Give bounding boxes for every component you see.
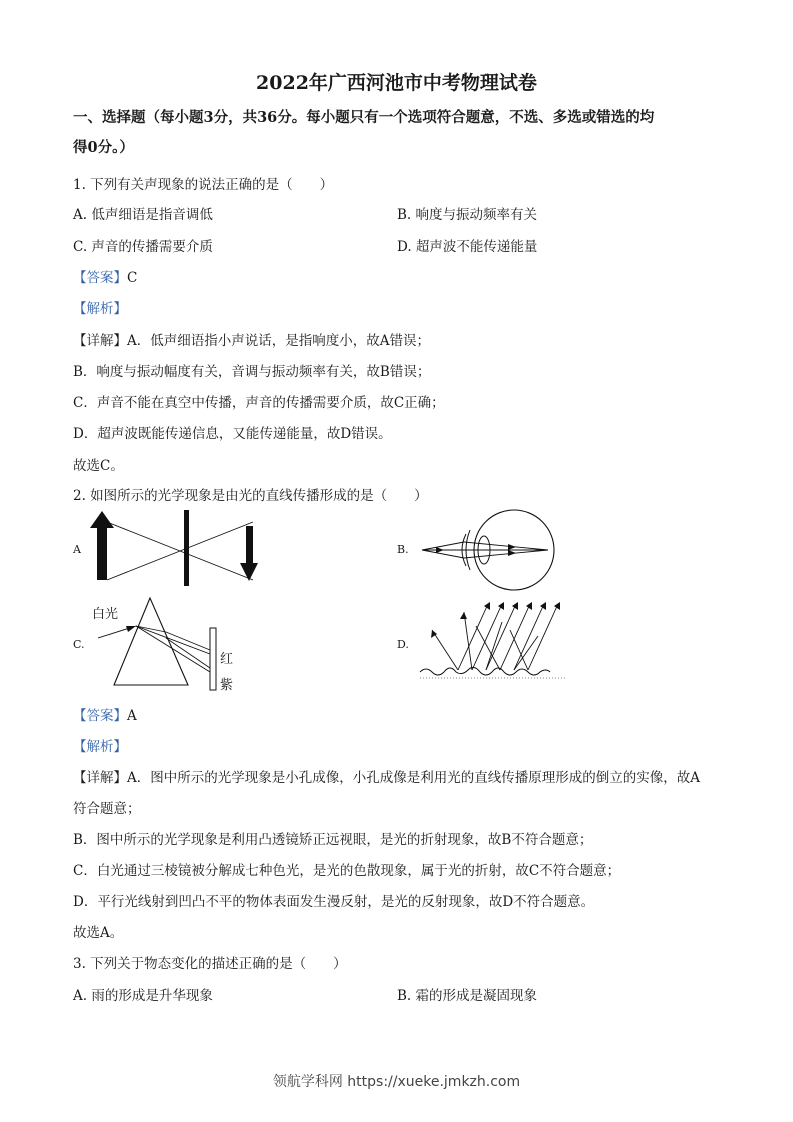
figure-a-pinhole — [88, 508, 268, 586]
q1-option-d: D. 超声波不能传递能量 — [397, 239, 538, 255]
fig-a-label: A — [73, 543, 81, 556]
q2-answer: A — [127, 708, 137, 724]
q1-analysis-tag: 【解析】 — [73, 301, 127, 317]
q1-detail-text-1: A．低声细语指小声说话，是指响度小，故A错误； — [127, 333, 430, 349]
fig-d-label: D. — [397, 638, 409, 651]
q1-option-b: B. 响度与振动频率有关 — [397, 207, 538, 223]
prism-violet-label: 紫 — [220, 678, 234, 693]
q1-option-a: A. 低声细语是指音调低 — [73, 207, 213, 223]
q2-detail-2: 符合题意； — [73, 801, 141, 817]
detail-tag: 【详解】 — [73, 770, 127, 786]
q2-conclusion: 故选A。 — [73, 925, 124, 941]
figure-b-eye — [418, 506, 558, 594]
page-title: 2022年广西河池市中考物理试卷 — [256, 72, 537, 94]
section-heading — [73, 103, 733, 163]
q2-detail-5: D．平行光线射到凹凸不平的物体表面发生漫反射，是光的反射现象，故D不符合题意。 — [73, 894, 595, 910]
q2-detail-3: B．图中所示的光学现象是利用凸透镜矫正远视眼，是光的折射现象，故B不符合题意； — [73, 832, 593, 848]
prism-red-label: 红 — [220, 652, 234, 667]
figure-c-prism — [98, 594, 238, 692]
page-footer-watermark: 领航学科网 https://xueke.jmkzh.com — [272, 1074, 521, 1090]
fig-c-label: C. — [73, 638, 85, 651]
q1-detail-3: C．声音不能在真空中传播，声音的传播需要介质，故C正确； — [73, 395, 445, 411]
detail-tag: 【详解】 — [73, 333, 127, 349]
q2-detail-text-1: A．图中所示的光学现象是小孔成像，小孔成像是利用光的直线传播原理形成的倒立的实像，故A — [127, 770, 700, 786]
q2-stem: 2. 如图所示的光学现象是由光的直线传播形成的是（ ） — [73, 488, 428, 504]
section-heading-line-2: 得0分。） — [73, 139, 134, 156]
answer-tag: 【答案】 — [73, 708, 127, 724]
q1-option-c: C. 声音的传播需要介质 — [73, 239, 213, 255]
q1-conclusion: 故选C。 — [73, 458, 124, 474]
q1-detail-2: B．响度与振动幅度有关，音调与振动频率有关，故B错误； — [73, 364, 431, 380]
q1-answer-line — [73, 266, 137, 286]
q3-option-b: B. 霜的形成是凝固现象 — [397, 988, 538, 1004]
q1-stem: 1. 下列有关声现象的说法正确的是（ ） — [73, 177, 334, 193]
q2-detail-4: C．白光通过三棱镜被分解成七种色光，是光的色散现象，属于光的折射，故C不符合题意； — [73, 863, 621, 879]
q1-detail-1 — [73, 329, 430, 349]
figure-d-diffuse-reflection — [418, 600, 568, 684]
q2-answer-line — [73, 704, 137, 724]
q1-detail-4: D．超声波既能传递信息，又能传递能量，故D错误。 — [73, 426, 392, 442]
fig-b-label: B. — [397, 543, 409, 556]
q1-answer: C — [127, 270, 138, 286]
q3-option-a: A. 雨的形成是升华现象 — [73, 988, 213, 1004]
q2-detail-1 — [73, 766, 700, 786]
q2-analysis-tag: 【解析】 — [73, 739, 127, 755]
answer-tag: 【答案】 — [73, 270, 127, 286]
q3-stem: 3. 下列关于物态变化的描述正确的是（ ） — [73, 956, 347, 972]
section-heading-line-1: 一、选择题（每小题3分，共36分。每小题只有一个选项符合题意，不选、多选或错选的均 — [73, 109, 655, 126]
prism-white-light-label: 白光 — [92, 607, 119, 622]
